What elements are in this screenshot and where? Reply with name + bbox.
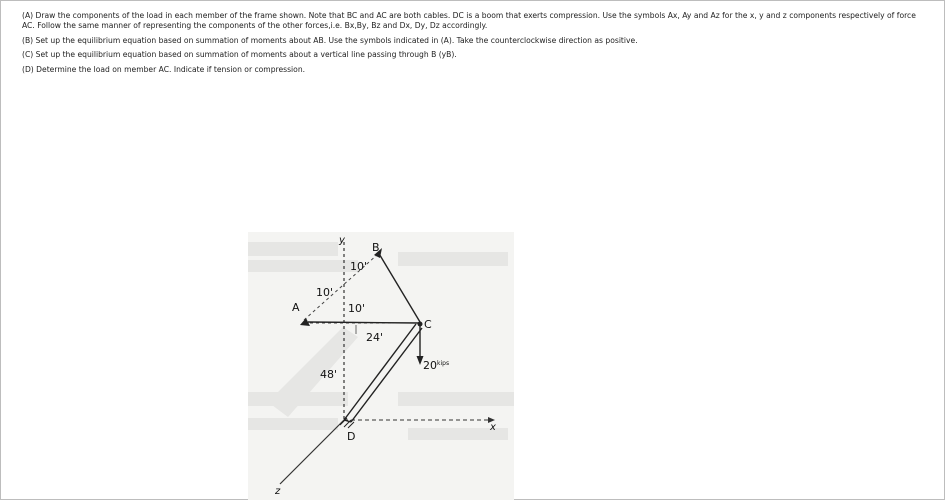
dim-left-label: 10' bbox=[316, 286, 334, 299]
cable-ac bbox=[308, 322, 420, 323]
point-b-label: B bbox=[372, 241, 380, 254]
problem-statement bbox=[22, 11, 927, 79]
point-c-label: C bbox=[424, 318, 432, 331]
boom-dc-right bbox=[351, 328, 422, 422]
dim-top-label: 10' bbox=[350, 260, 368, 273]
dim-48-label: 48' bbox=[320, 368, 338, 381]
y-axis-label: y bbox=[339, 235, 345, 246]
part-b-text: (B) Set up the equilibrium equation based on summation of moments about AB. Use the symbols indicated in (A). Take the counterclockwise direction as positive. bbox=[22, 35, 638, 45]
load-label bbox=[423, 359, 449, 372]
frame-figure bbox=[248, 232, 514, 500]
point-a-label: A bbox=[292, 301, 300, 314]
part-c-text: (C) Set up the equilibrium equation based on summation of moments about a vertical line passing through B (yB). bbox=[22, 50, 457, 59]
part-d-text: (D) Determine the load on member AC. Indicate if tension or compression. bbox=[22, 64, 306, 74]
point-d-label: D bbox=[347, 430, 356, 443]
load-unit: kips bbox=[437, 360, 450, 367]
joint-c bbox=[418, 322, 423, 327]
load-value: 20 bbox=[423, 359, 437, 372]
frame-diagram bbox=[248, 232, 514, 500]
dim-24-label: 24' bbox=[366, 331, 384, 344]
x-axis-label: x bbox=[490, 422, 496, 433]
part-a-text: (A) Draw the components of the load in each member of the frame shown. Note that BC and AC are both cables. DC is a boom that exerts compression. Use the symbols Ax, Ay and Az for the x, y and z components respectively of force AC. Follow the same manner of representing the components of the other forces,i.e. Bx,By, Bz and Dx, Dy, Dz accordingly. bbox=[22, 11, 916, 30]
z-axis-label: z bbox=[275, 486, 281, 497]
dim-mid-label: 10' bbox=[348, 302, 366, 315]
